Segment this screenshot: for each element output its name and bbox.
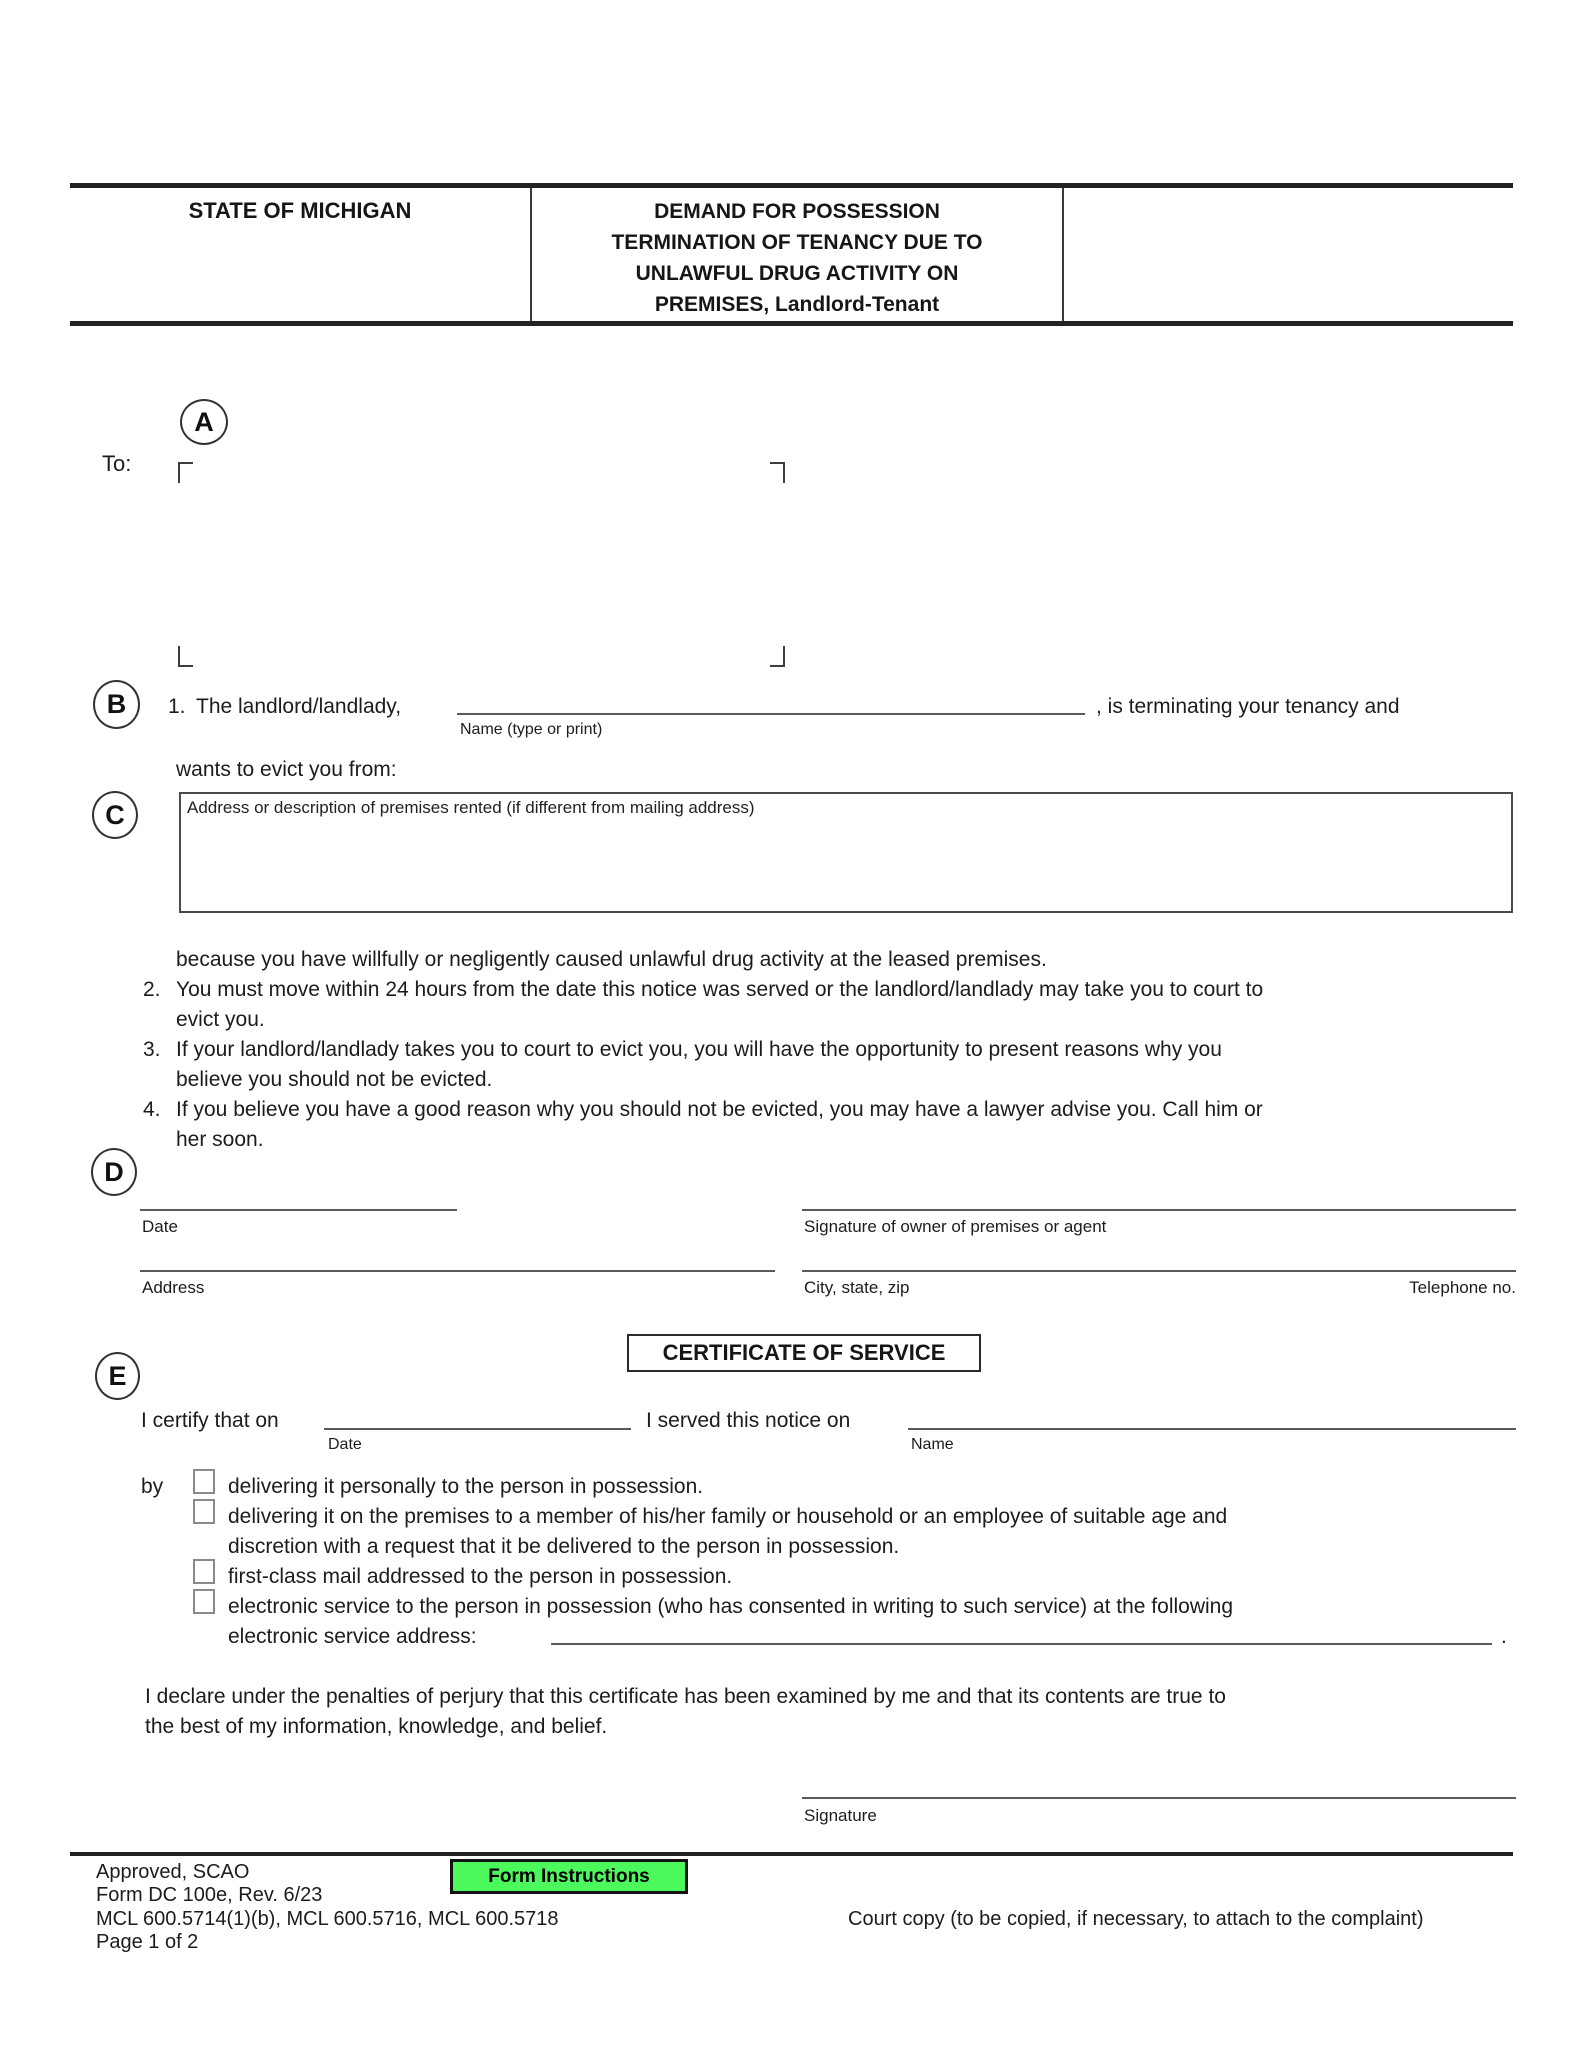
form-number-label: Form DC 100e, Rev. 6/23 [96,1884,323,1906]
service-premises-member-label-line-1: delivering it on the premises to a member of his/her family or household or an employee of suitable age and [228,1505,1228,1528]
form-title-line-1: DEMAND FOR POSSESSION [654,200,940,223]
address-field[interactable] [140,1248,775,1272]
certify-date-field-label: Date [328,1436,362,1453]
header-divider-right [1062,188,1064,321]
certificate-of-service-heading: CERTIFICATE OF SERVICE [627,1334,981,1372]
item-3-line-2: believe you should not be evicted. [176,1068,493,1091]
certificate-signature-field[interactable] [802,1775,1516,1799]
certify-name-field[interactable] [908,1406,1516,1430]
item-2-line-1: You must move within 24 hours from the date this notice was served or the landlord/landlady may take you to court to [176,978,1264,1001]
landlord-name-field[interactable] [457,691,1085,715]
header-top-rule [70,183,1513,188]
item-1-line-2: wants to evict you from: [176,758,397,781]
city-state-zip-field-label: City, state, zip [804,1278,910,1297]
service-electronic-trailing-period: . [1501,1625,1507,1648]
address-window-corner-bottom-left-icon [178,646,193,667]
state-of-michigan-label: STATE OF MICHIGAN [188,198,412,223]
landlord-name-field-label: Name (type or print) [460,721,603,738]
service-electronic-label-line-2: electronic service address: [228,1625,477,1648]
form-instructions-button[interactable]: Form Instructions [450,1859,688,1894]
certify-text-middle: I served this notice on [646,1409,851,1432]
declaration-line-1: I declare under the penalties of perjury that this certificate has been examined by me and that its contents are true to [145,1685,1226,1708]
address-field-label: Address [142,1278,205,1297]
form-title-line-4: PREMISES, Landlord-Tenant [654,293,940,316]
mcl-citation-label: MCL 600.5714(1)(b), MCL 600.5716, MCL 600.5718 [96,1908,559,1930]
form-title-line-2: TERMINATION OF TENANCY DUE TO [611,231,983,254]
certify-name-field-label: Name [911,1436,954,1453]
service-personal-label: delivering it personally to the person in possession. [228,1475,704,1498]
section-marker-e: E [95,1352,140,1400]
form-title-line-3: UNLAWFUL DRUG ACTIVITY ON [635,262,959,285]
service-first-class-mail-label: first-class mail addressed to the person in possession. [228,1565,733,1588]
item-4-number: 4. [143,1098,161,1121]
certify-text-before: I certify that on [141,1409,279,1432]
service-premises-member-label-line-2: discretion with a request that it be delivered to the person in possession. [228,1535,900,1558]
addressee-window-field[interactable] [195,468,770,643]
declaration-line-2: the best of my information, knowledge, and belief. [145,1715,608,1738]
item-1-text-before-blank: The landlord/landlady, [196,695,402,718]
premises-address-box[interactable] [179,792,1513,913]
item-3-line-1: If your landlord/landlady takes you to court to evict you, you will have the opportunity to present reasons why you [176,1038,1222,1061]
item-2-number: 2. [143,978,161,1001]
telephone-field-label: Telephone no. [1409,1278,1516,1297]
date-field[interactable] [140,1187,457,1211]
electronic-service-address-field[interactable] [551,1621,1492,1645]
section-marker-b: B [93,680,140,729]
service-first-class-mail-checkbox[interactable] [193,1559,215,1584]
certificate-signature-field-label: Signature [804,1806,877,1825]
by-label: by [141,1475,164,1498]
form-title [532,196,1062,320]
service-personal-checkbox[interactable] [193,1469,215,1494]
premises-address-box-label: Address or description of premises rented (if different from mailing address) [187,798,755,817]
because-line: because you have willfully or negligently caused unlawful drug activity at the leased premises. [176,948,1047,971]
service-premises-member-checkbox[interactable] [193,1499,215,1524]
owner-signature-field-label: Signature of owner of premises or agent [804,1217,1107,1236]
section-marker-d: D [91,1148,137,1196]
item-1-number: 1. [168,695,186,718]
item-1-text-after-blank: , is terminating your tenancy and [1096,695,1400,718]
address-window-corner-bottom-right-icon [770,646,785,667]
item-2-line-2: evict you. [176,1008,265,1031]
header-bottom-rule [70,321,1513,326]
approved-scao-label: Approved, SCAO [96,1861,250,1883]
service-electronic-label-line-1: electronic service to the person in possession (who has consented in writing to such service) at the following [228,1595,1234,1618]
service-electronic-checkbox[interactable] [193,1589,215,1614]
address-window-corner-top-right-icon [770,462,785,483]
certify-date-field[interactable] [324,1406,631,1430]
page-number-label: Page 1 of 2 [96,1931,199,1953]
date-field-label: Date [142,1217,178,1236]
section-marker-c: C [92,791,138,839]
item-4-line-1: If you believe you have a good reason why you should not be evicted, you may have a lawyer advise you. Call him or [176,1098,1263,1121]
item-4-line-2: her soon. [176,1128,264,1151]
to-label: To: [102,451,132,476]
city-state-zip-field[interactable] [802,1248,1516,1272]
address-window-corner-top-left-icon [178,462,193,483]
section-marker-a: A [180,399,228,445]
court-copy-label: Court copy (to be copied, if necessary, to attach to the complaint) [848,1908,1424,1930]
footer-rule [70,1852,1513,1856]
item-3-number: 3. [143,1038,161,1061]
owner-signature-field[interactable] [802,1187,1516,1211]
